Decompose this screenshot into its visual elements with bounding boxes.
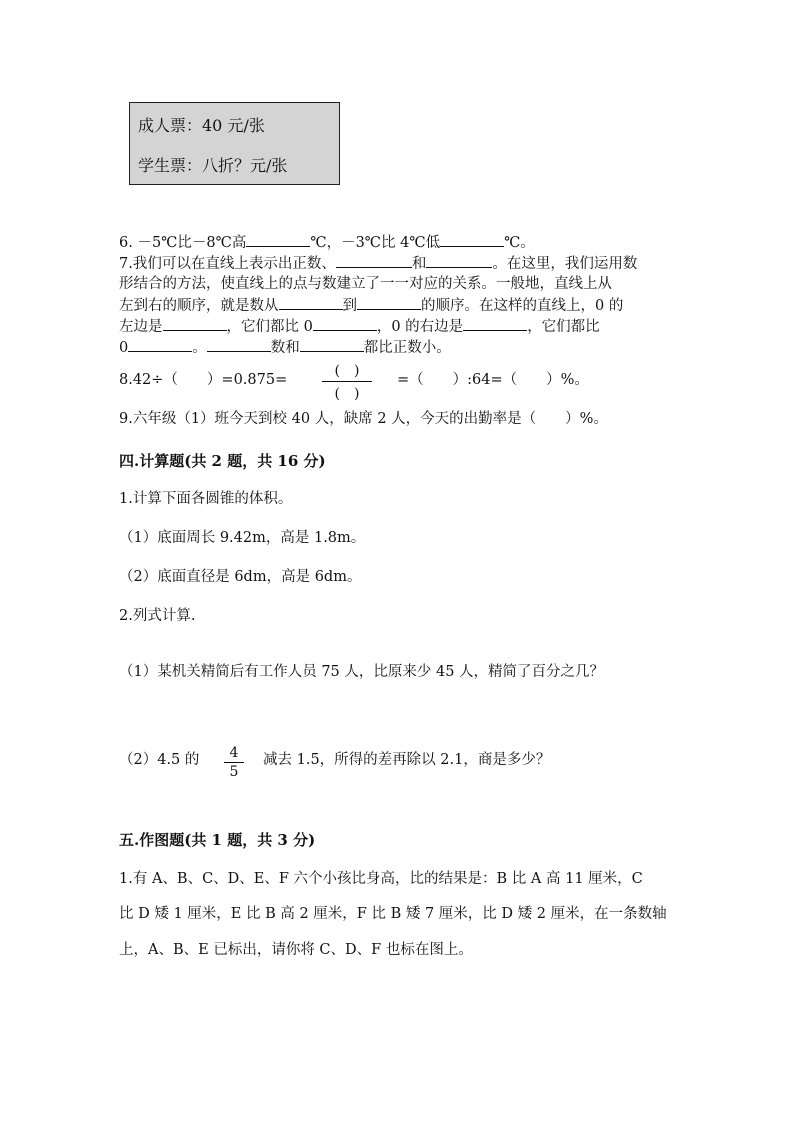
blank[interactable] [313, 316, 377, 331]
question-9: 9.六年级（1）班今天到校 40 人，缺席 2 人，今天的出勤率是（ ）%。 [119, 411, 608, 427]
s5-question-1-line-3: 上，A、B、E 已标出，请你将 C、D、F 也标在图上。 [119, 942, 473, 958]
blank[interactable] [279, 295, 343, 310]
blank[interactable] [357, 295, 421, 310]
question-8-fraction [322, 360, 372, 403]
question-7-line-2: 形结合的方法，使直线上的点与数建立了一一对应的关系。一般地，直线上从 [119, 276, 612, 292]
blank[interactable] [426, 253, 492, 268]
question-7-line-5: 0 。 数和 都比正数小。 [119, 337, 451, 359]
question-8-part-1: 8.42÷（ ）=0.875= [119, 372, 288, 388]
section-5-title: 五.作图题(共 1 题，共 3 分) [119, 831, 316, 849]
section-4-title: 四.计算题(共 2 题，共 16 分) [119, 452, 326, 470]
ticket-price-box [129, 102, 340, 185]
blank[interactable] [128, 337, 192, 352]
fraction-bar [322, 381, 372, 382]
s5-question-1-line-1: 1.有 A、B、C、D、E、F 六个小孩比身高，比的结果是：B 比 A 高 11 厘米，C [119, 871, 643, 887]
question-7-line-4: 左边是 ，它们都比 0 ，0 的右边是 ，它们都比 [119, 316, 600, 338]
blank[interactable] [440, 232, 504, 247]
blank[interactable] [300, 337, 364, 352]
blank[interactable] [163, 316, 227, 331]
blank[interactable] [463, 316, 527, 331]
fraction-denominator[interactable]: ( ) [334, 386, 360, 402]
blank[interactable] [336, 253, 412, 268]
question-6: 6. －5℃比－8℃高 ℃，－3℃比 4℃低 ℃。 [119, 232, 535, 254]
blank[interactable] [207, 337, 271, 352]
s4-question-1: 1.计算下面各圆锥的体积。 [119, 491, 293, 507]
s4-question-1-part-2: （2）底面直径是 6dm，高是 6dm。 [119, 569, 362, 585]
s4-question-2-part-2-post: 减去 1.5，所得的差再除以 2.1，商是多少？ [263, 752, 551, 768]
fraction-numerator[interactable]: ( ) [334, 363, 360, 379]
adult-ticket-price: 成人票：40 元/张 [138, 116, 265, 135]
s4-question-2: 2.列式计算. [119, 608, 196, 624]
s4-question-1-part-1: （1）底面周长 9.42m，高是 1.8m。 [119, 530, 366, 546]
fraction-bar [224, 762, 244, 763]
s4-question-2-part-1: （1）某机关精简后有工作人员 75 人，比原来少 45 人，精简了百分之几？ [119, 664, 605, 680]
blank[interactable] [246, 232, 310, 247]
question-8-part-2: =（ ）:64=（ ）%。 [397, 372, 589, 388]
question-7-line-3: 左到右的顺序，就是数从 到 的顺序。在这样的直线上，0 的 [119, 295, 623, 317]
student-ticket-price: 学生票：八折？元/张 [138, 156, 288, 175]
s4-question-2-part-2-pre: （2）4.5 的 [119, 752, 200, 768]
s5-question-1-line-2: 比 D 矮 1 厘米，E 比 B 高 2 厘米，F 比 B 矮 7 厘米，比 D 矮 2 厘米，在一条数轴 [119, 906, 667, 922]
question-7-line-1: 7.我们可以在直线上表示出正数、 和 。在这里，我们运用数 [119, 253, 637, 275]
four-fifths-fraction: 4 5 [224, 745, 244, 780]
